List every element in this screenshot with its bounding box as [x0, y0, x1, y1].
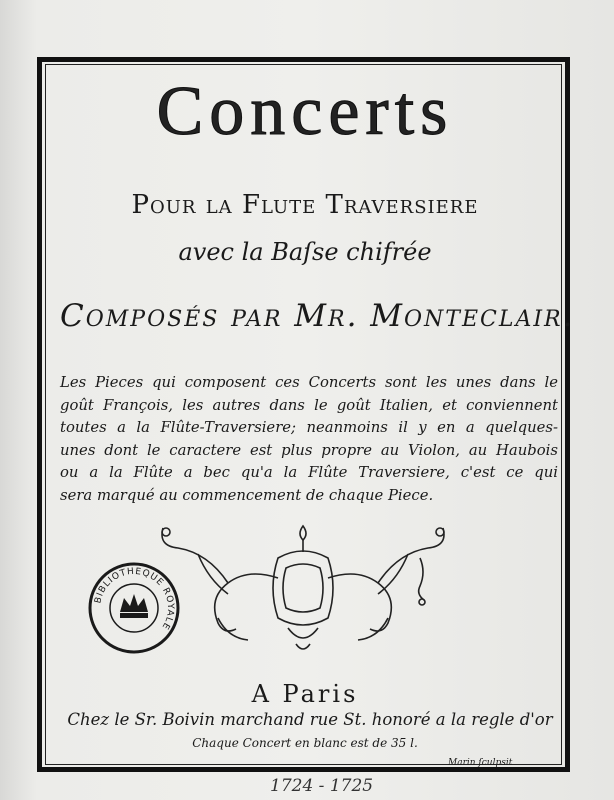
handwritten-date: 1724 - 1725 — [270, 776, 374, 796]
title: Concerts — [156, 73, 454, 150]
cartouche-ornament — [158, 518, 448, 668]
description-line: goût François, les autres dans le goût Italien, et conviennent — [60, 396, 558, 414]
subtitle-line-2: avec la Baſse chifrée — [178, 238, 432, 266]
description-line: sera marqué au commencement de chaque Piece. — [60, 486, 434, 504]
description-paragraph — [60, 372, 558, 508]
description-line: toutes a la Flûte-Traversiere; neanmoins il y en a quelques- — [60, 419, 558, 437]
place-of-publication: A Paris — [251, 680, 359, 708]
publisher-line: Chez le Sr. Boivin marchand rue St. honoré a la regle d'or — [67, 710, 553, 729]
subtitle-line-1: Pour la Flute Traversiere — [131, 190, 479, 220]
svg-text:BIBLIOTHEQUE ROYALE: BIBLIOTHEQUE ROYALE — [93, 566, 176, 632]
price-line: Chaque Concert en blanc est de 35 l. — [192, 736, 418, 750]
library-stamp-seal — [86, 560, 182, 656]
description-line: unes dont le caractere est plus propre au Violon, au Haubois — [60, 441, 558, 459]
description-line: ou a la Flûte a bec qu'a la Flûte Traversiere, c'est ce qui — [60, 464, 558, 482]
engraver-credit: Marin ſculpsit — [448, 758, 513, 768]
composer-line: Composés par Mr. Monteclair. — [60, 298, 575, 334]
description-line: Les Pieces qui composent ces Concerts sont les unes dans le — [60, 374, 558, 391]
